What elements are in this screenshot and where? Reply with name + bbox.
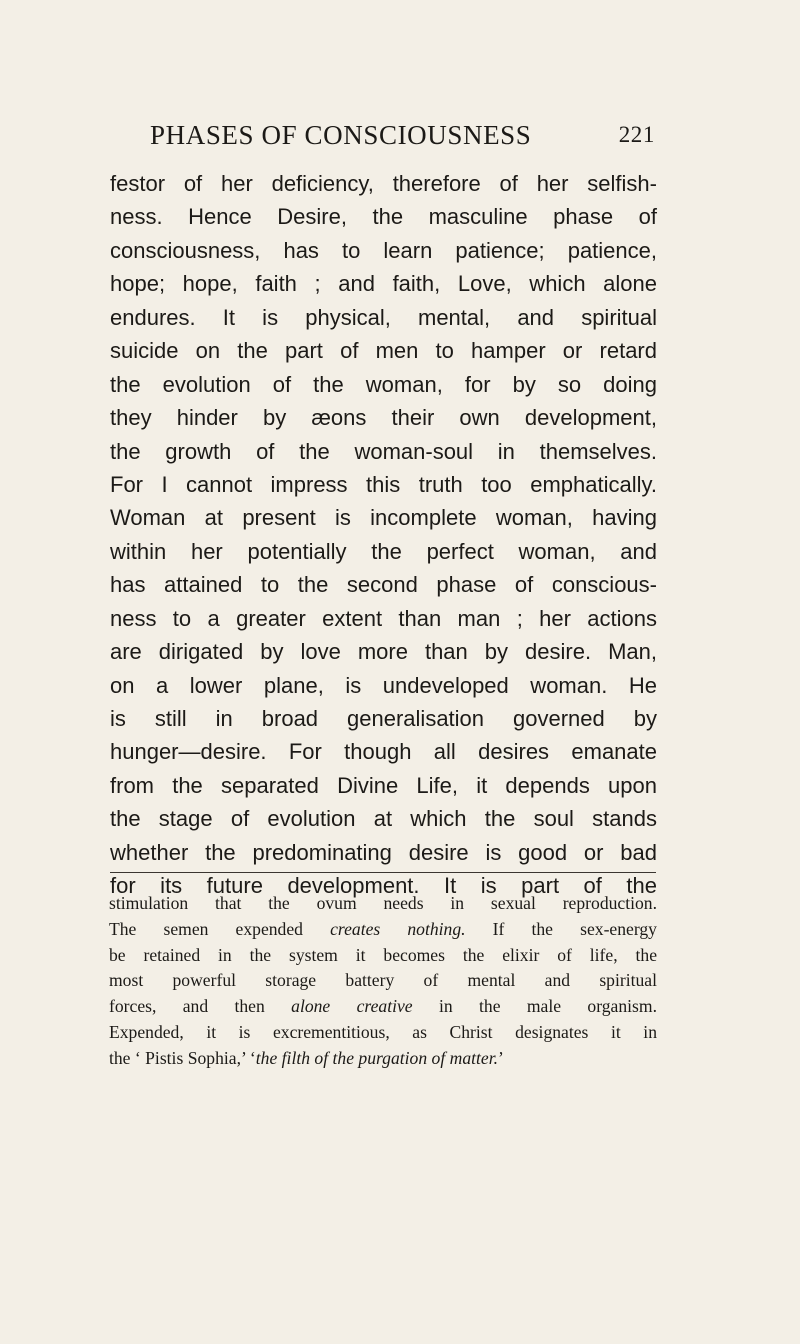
body-line: are dirigated by love more than by desire. Man, [110,639,657,665]
footnote-line: stimulation that the ovum needs in sexual reproduction. [109,893,657,913]
body-line: endures. It is physical, mental, and spiritual [110,304,657,330]
footnote-text: The semen expended [109,918,331,939]
body-line: has attained to the second phase of conscious- [110,572,657,598]
body-line: they hinder by æons their own development, [110,405,657,431]
footnote-text: If the sex-energy [465,918,657,939]
footnote-text: forces, and then [109,996,292,1017]
footnote-line: be retained in the system it becomes the elixir of life, the [109,944,657,965]
page-number: 221 [618,122,655,147]
footnote-divider [110,872,656,873]
footnote-text: ’ [498,1047,504,1068]
body-line: Woman at present is incomplete woman, having [110,505,657,531]
footnote-text: the ‘ Pistis Sophia,’ ‘ [109,1047,256,1068]
body-line: festor of her deficiency, therefore of her selfish- [110,171,657,196]
footnote-emphasis: the filth of the purgation of matter. [255,1047,499,1068]
body-line: ness. Hence Desire, the masculine phase of [110,204,657,230]
body-line: suicide on the part of men to hamper or retard [110,338,657,364]
footnote-emphasis: creates nothing. [330,918,466,939]
running-head [150,117,655,153]
body-line: the stage of evolution at which the soul stands [110,806,657,832]
footnote-text: in the male organism. [412,996,657,1017]
body-line: the evolution of the woman, for by so doing [110,371,657,397]
body-line: For I cannot impress this truth too emphatically. [110,471,657,497]
body-line: for its future development. It is part of the [110,873,657,899]
body-line: hope; hope, faith ; and faith, Love, which alone [110,271,657,297]
body-line: whether the predominating desire is good or bad [110,839,657,865]
footnote-line [109,1046,657,1072]
body-line: hunger—desire. For though all desires emanate [110,739,657,765]
body-line: from the separated Divine Life, it depends upon [110,772,657,798]
body-line: consciousness, has to learn patience; patience, [110,237,657,263]
running-head-title: PHASES OF CONSCIOUSNESS [150,120,532,150]
footnote-line: Expended, it is excrementitious, as Christ designates it in [109,1021,657,1042]
body-text [110,167,657,903]
body-line: is still in broad generalisation governed by [110,706,657,731]
body-line: on a lower plane, is undeveloped woman. He [110,672,657,698]
body-line: within her potentially the perfect woman, and [110,538,657,564]
body-line: ness to a greater extent than man ; her actions [110,605,657,631]
footnote-emphasis: alone creative [291,996,413,1017]
footnote-line: most powerful storage battery of mental and spiritual [109,970,657,991]
body-line: the growth of the woman-soul in themselves. [110,438,657,464]
footnote-line [109,917,657,943]
footnote-line [109,994,657,1020]
footnote [109,891,657,1072]
